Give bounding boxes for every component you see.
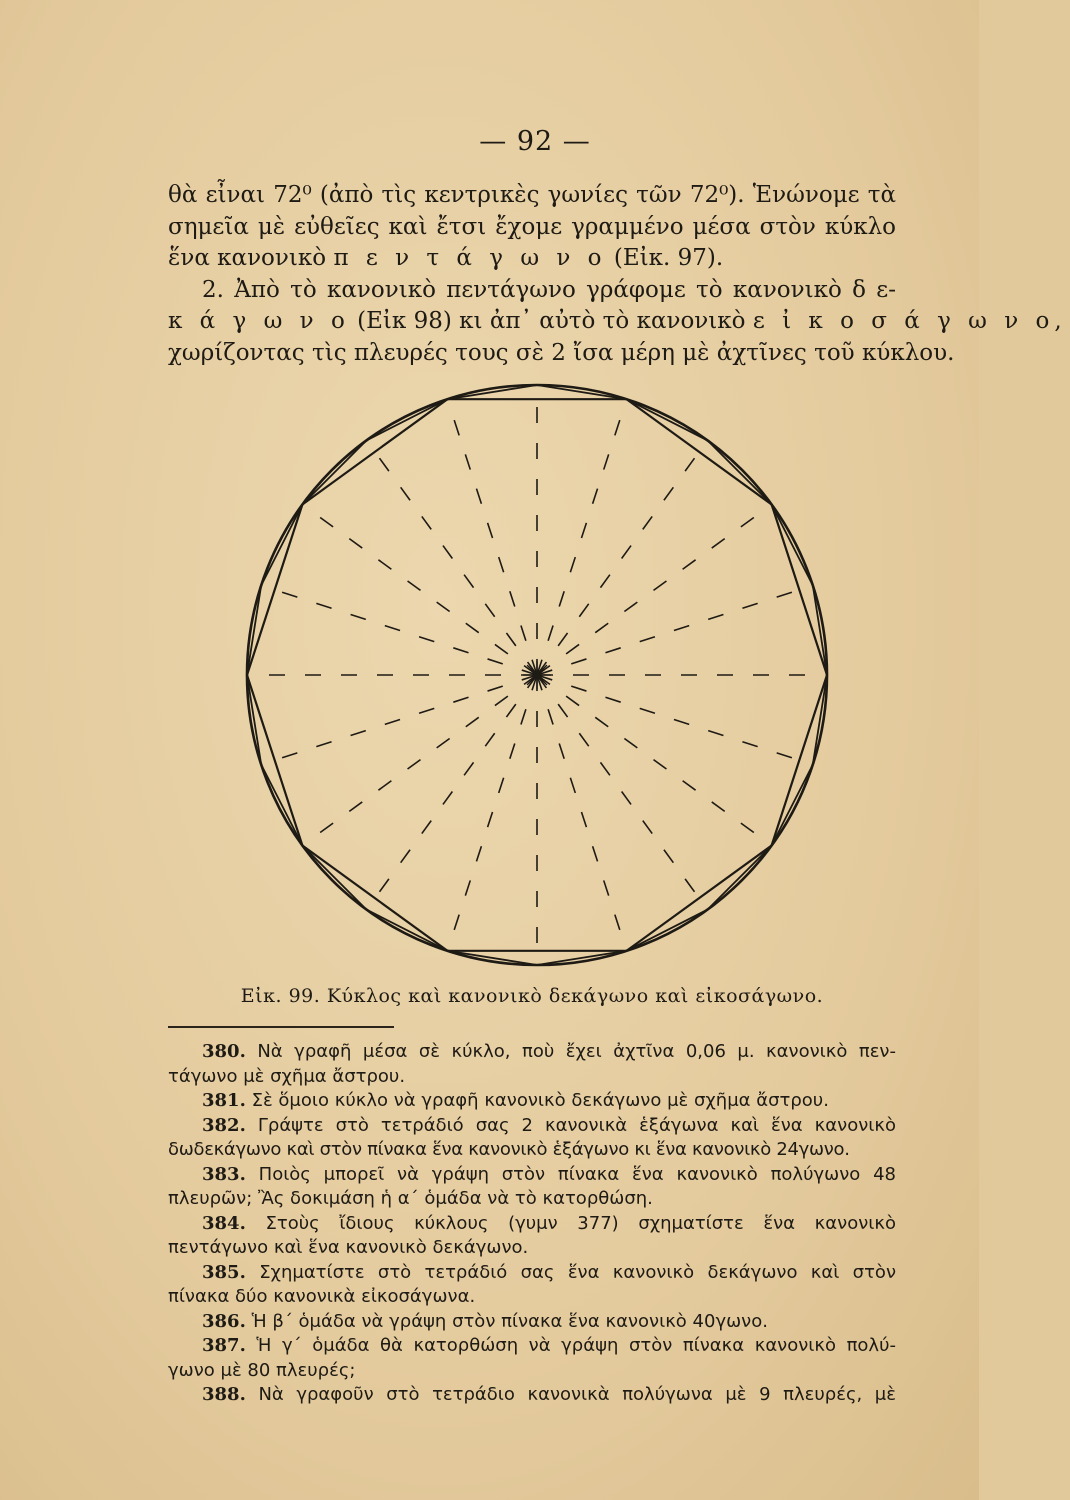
section-divider [168, 1026, 394, 1028]
radius-line [319, 517, 537, 676]
exercise-number: 381. [202, 1090, 246, 1111]
radius-line [537, 675, 696, 893]
page-number: — 92 — [479, 126, 591, 157]
exercise-388 [168, 1383, 896, 1408]
radius-line [537, 419, 620, 676]
radius-line [454, 419, 537, 676]
paragraph1-line3-pre: ἕνα κανονικὸ [168, 245, 334, 271]
figure-circle-decagon-icosagon [230, 378, 850, 978]
figure-caption: Εἰκ. 99. Κύκλος καὶ κανονικὸ δεκάγωνο καὶ εἰκοσάγωνο. [240, 985, 824, 1007]
exercise-line [168, 1383, 896, 1408]
exercise-text: πλευρῶν; Ἂς δοκιμάση ἡ α΄ ὁμάδα νὰ τὸ κατορθώση. [168, 1188, 653, 1209]
exercise-number: 385. [202, 1261, 246, 1283]
exercise-number: 387. [202, 1335, 246, 1356]
exercise-text: Στοὺς ἴδιους κύκλους (γυμν 377) σχηματίστε ἕνα κανονικὸ [265, 1212, 896, 1234]
paragraph1-line3 [168, 243, 896, 275]
exercise-text: Ἡ β΄ ὁμάδα νὰ γράψη στὸν πίνακα ἕνα κανονικὸ 40γωνο. [251, 1310, 768, 1332]
exercise-384 [168, 1212, 896, 1261]
exercise-text: Νὰ γραφῆ μέσα σὲ κύκλο, ποὺ ἔχει ἀχτῖνα 0,06 μ. κανονικὸ πεν- [257, 1041, 896, 1062]
exercise-text: Γράψτε στὸ τετράδιό σας 2 κανονικὰ ἑξάγωνα καὶ ἕνα κανονικὸ [257, 1114, 896, 1136]
exercise-list [168, 1040, 896, 1408]
radius-line [537, 675, 755, 834]
exercise-line [168, 1114, 896, 1139]
radius-line [454, 675, 537, 932]
radius-line [537, 457, 696, 675]
radius-line [319, 675, 537, 834]
paragraph2-line2-mid: (Εἰκ 98) κι ἀπ᾿ αὐτὸ τὸ κανονικὸ [349, 308, 753, 334]
paragraph1-line2: σημεῖα μὲ εὐθεῖες καὶ ἔτσι ἔχομε γραμμένο μέσα στὸν κύκλο [168, 213, 896, 240]
exercise-line [168, 1212, 896, 1237]
exercise-381 [168, 1089, 896, 1114]
exercise-number: 384. [202, 1212, 246, 1234]
exercise-number: 380. [202, 1041, 246, 1062]
radius-line [281, 592, 538, 675]
exercise-text: δωδεκάγωνο καὶ στὸν πίνακα ἕνα κανονικὸ ἑξάγωνο κι ἕνα κανονικὸ 24γωνο. [168, 1139, 850, 1160]
exercise-383 [168, 1163, 896, 1212]
exercise-line [168, 1261, 896, 1286]
paragraph1-line3-spaced: π ε ν τ ά γ ω ν ο [333, 245, 607, 271]
exercise-line [168, 1163, 896, 1188]
exercise-text: πίνακα δύο κανονικὰ εἰκοσάγωνα. [168, 1286, 476, 1307]
radius-line [537, 517, 755, 676]
exercise-line [168, 1310, 896, 1335]
radius-line [537, 675, 794, 758]
exercise-line [168, 1089, 896, 1114]
exercise-text: Νὰ γραφοῦν στὸ τετράδιο κανονικὰ πολύγωνα μὲ 9 πλευρές, μὲ [258, 1384, 896, 1405]
radius-line [537, 592, 794, 675]
paragraph2-line2-spaced2: ε ἰ κ ο σ ά γ ω ν ο, [752, 308, 1067, 334]
exercise-number: 386. [202, 1310, 246, 1332]
radius-line [379, 457, 538, 675]
exercise-text: Ἡ γ΄ ὁμάδα θὰ κατορθώση νὰ γράψη στὸν πίνακα κανονικὸ πολύ- [256, 1335, 896, 1356]
radius-line [379, 675, 538, 893]
exercise-number: 388. [202, 1384, 246, 1405]
radius-line [537, 675, 620, 932]
exercise-text: Σχηματίστε στὸ τετράδιό σας ἕνα κανονικὸ δεκάγωνο καὶ στὸν [259, 1261, 896, 1283]
exercise-385 [168, 1261, 896, 1310]
radius-line [281, 675, 538, 758]
exercise-number: 382. [202, 1114, 246, 1136]
exercise-line [168, 1334, 896, 1359]
exercise-380 [168, 1040, 896, 1089]
exercise-line [168, 1040, 896, 1065]
exercise-text: Σὲ ὅμοιο κύκλο νὰ γραφῆ κανονικὸ δεκάγωνο μὲ σχῆμα ἄστρου. [251, 1090, 829, 1111]
exercise-387 [168, 1334, 896, 1383]
paragraph2-line2 [168, 306, 1067, 338]
exercise-text: τάγωνο μὲ σχῆμα ἄστρου. [168, 1065, 406, 1087]
paragraph2-line2-spaced1: κ ά γ ω ν ο [168, 308, 350, 334]
body-text [168, 180, 1067, 369]
paragraph2-line3: χωρίζοντας τὶς πλευρές τους σὲ 2 ἴσα μέρη μὲ ἀχτῖνες τοῦ κύκλου. [168, 339, 955, 366]
exercise-number: 383. [202, 1163, 246, 1185]
exercise-text: γωνο μὲ 80 πλευρές; [168, 1359, 356, 1381]
exercise-text: Ποιὸς μπορεῖ νὰ γράψη στὸν πίνακα ἕνα κανονικὸ πολύγωνο 48 [258, 1163, 896, 1185]
exercise-text: πεντάγωνο καὶ ἕνα κανονικὸ δεκάγωνο. [168, 1237, 529, 1258]
paragraph2-line1: 2. Ἀπὸ τὸ κανονικὸ πεντάγωνο γράφομε τὸ κανονικὸ δ ε- [202, 276, 896, 303]
paragraph1-line3-post: (Εἰκ. 97). [606, 245, 724, 271]
exercise-382 [168, 1114, 896, 1163]
paragraph1-line1: θὰ εἶναι 72⁰ (ἀπὸ τὶς κεντρικὲς γωνίες τῶν 72⁰). Ἑνώνομε τὰ [168, 182, 896, 208]
exercise-386 [168, 1310, 896, 1335]
